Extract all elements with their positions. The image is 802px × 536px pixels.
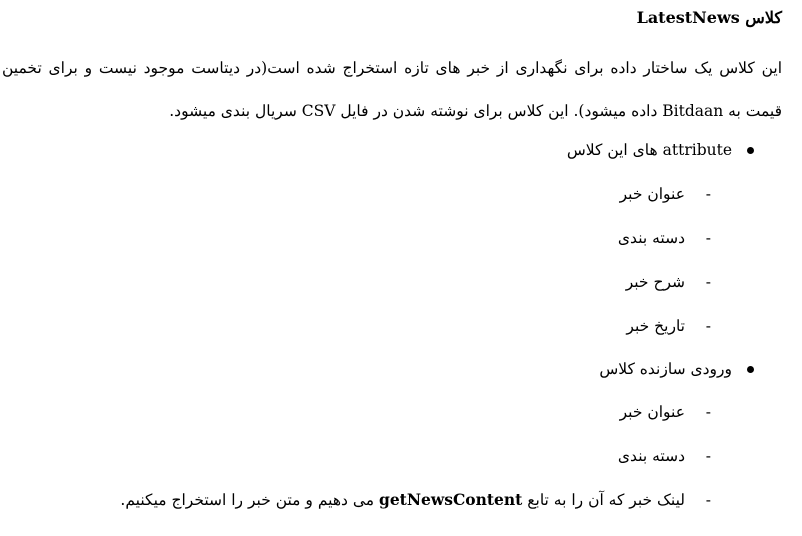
constructor-title: ورودی سازنده کلاس	[599, 360, 732, 378]
attributes-title-prefix: attribute	[662, 141, 732, 159]
constructor-bullet	[599, 357, 732, 381]
description-paragraph	[2, 47, 782, 133]
description-text-1: این کلاس یک ساختار داده برای نگهداری از خبر های تازه استخراج شده است(در دیتاست موجود نیست و برای تخمین قیمت به	[2, 59, 782, 120]
attributes-title-suffix: های این کلاس	[566, 141, 663, 159]
dash-marker-icon: -	[705, 403, 711, 421]
link-item-text-2: می دهیم و متن خبر را استخراج میکنیم.	[120, 491, 379, 509]
constructor-item-label: عنوان خبر	[619, 403, 685, 421]
dash-marker-icon: -	[705, 229, 711, 247]
dash-marker-icon: -	[705, 273, 711, 291]
class-name: LatestNews	[636, 8, 740, 27]
attribute-item-label: تاریخ خبر	[626, 317, 685, 335]
link-item-text-1: لینک خبر که آن را به تابع	[522, 491, 685, 509]
constructor-item	[617, 444, 711, 468]
csv-term: CSV	[301, 102, 336, 120]
attribute-item	[617, 226, 711, 250]
attribute-item-label: شرح خبر	[625, 273, 685, 291]
attribute-item	[619, 182, 711, 206]
attribute-item	[625, 270, 711, 294]
dash-marker-icon: -	[705, 185, 711, 203]
attributes-bullet	[567, 138, 732, 162]
bitdaan-term: Bitdaan	[662, 102, 724, 120]
bullet-dot-icon	[747, 366, 754, 373]
constructor-link-item	[120, 488, 711, 512]
dash-marker-icon: -	[705, 491, 711, 509]
description-text-3: سریال بندی میشود.	[169, 102, 302, 120]
attribute-item-label: عنوان خبر	[619, 185, 685, 203]
attribute-item	[626, 314, 711, 338]
dash-marker-icon: -	[705, 317, 711, 335]
heading-prefix: کلاس	[739, 8, 782, 27]
constructor-item-label: دسته بندی	[617, 447, 685, 465]
description-text-2: داده میشود). این کلاس برای نوشته شدن در فایل	[335, 102, 663, 120]
bullet-dot-icon	[747, 147, 754, 154]
attribute-item-label: دسته بندی	[617, 229, 685, 247]
dash-marker-icon: -	[705, 447, 711, 465]
constructor-item	[619, 400, 711, 424]
section-heading	[637, 6, 782, 30]
function-name: getNewsContent	[378, 490, 523, 509]
